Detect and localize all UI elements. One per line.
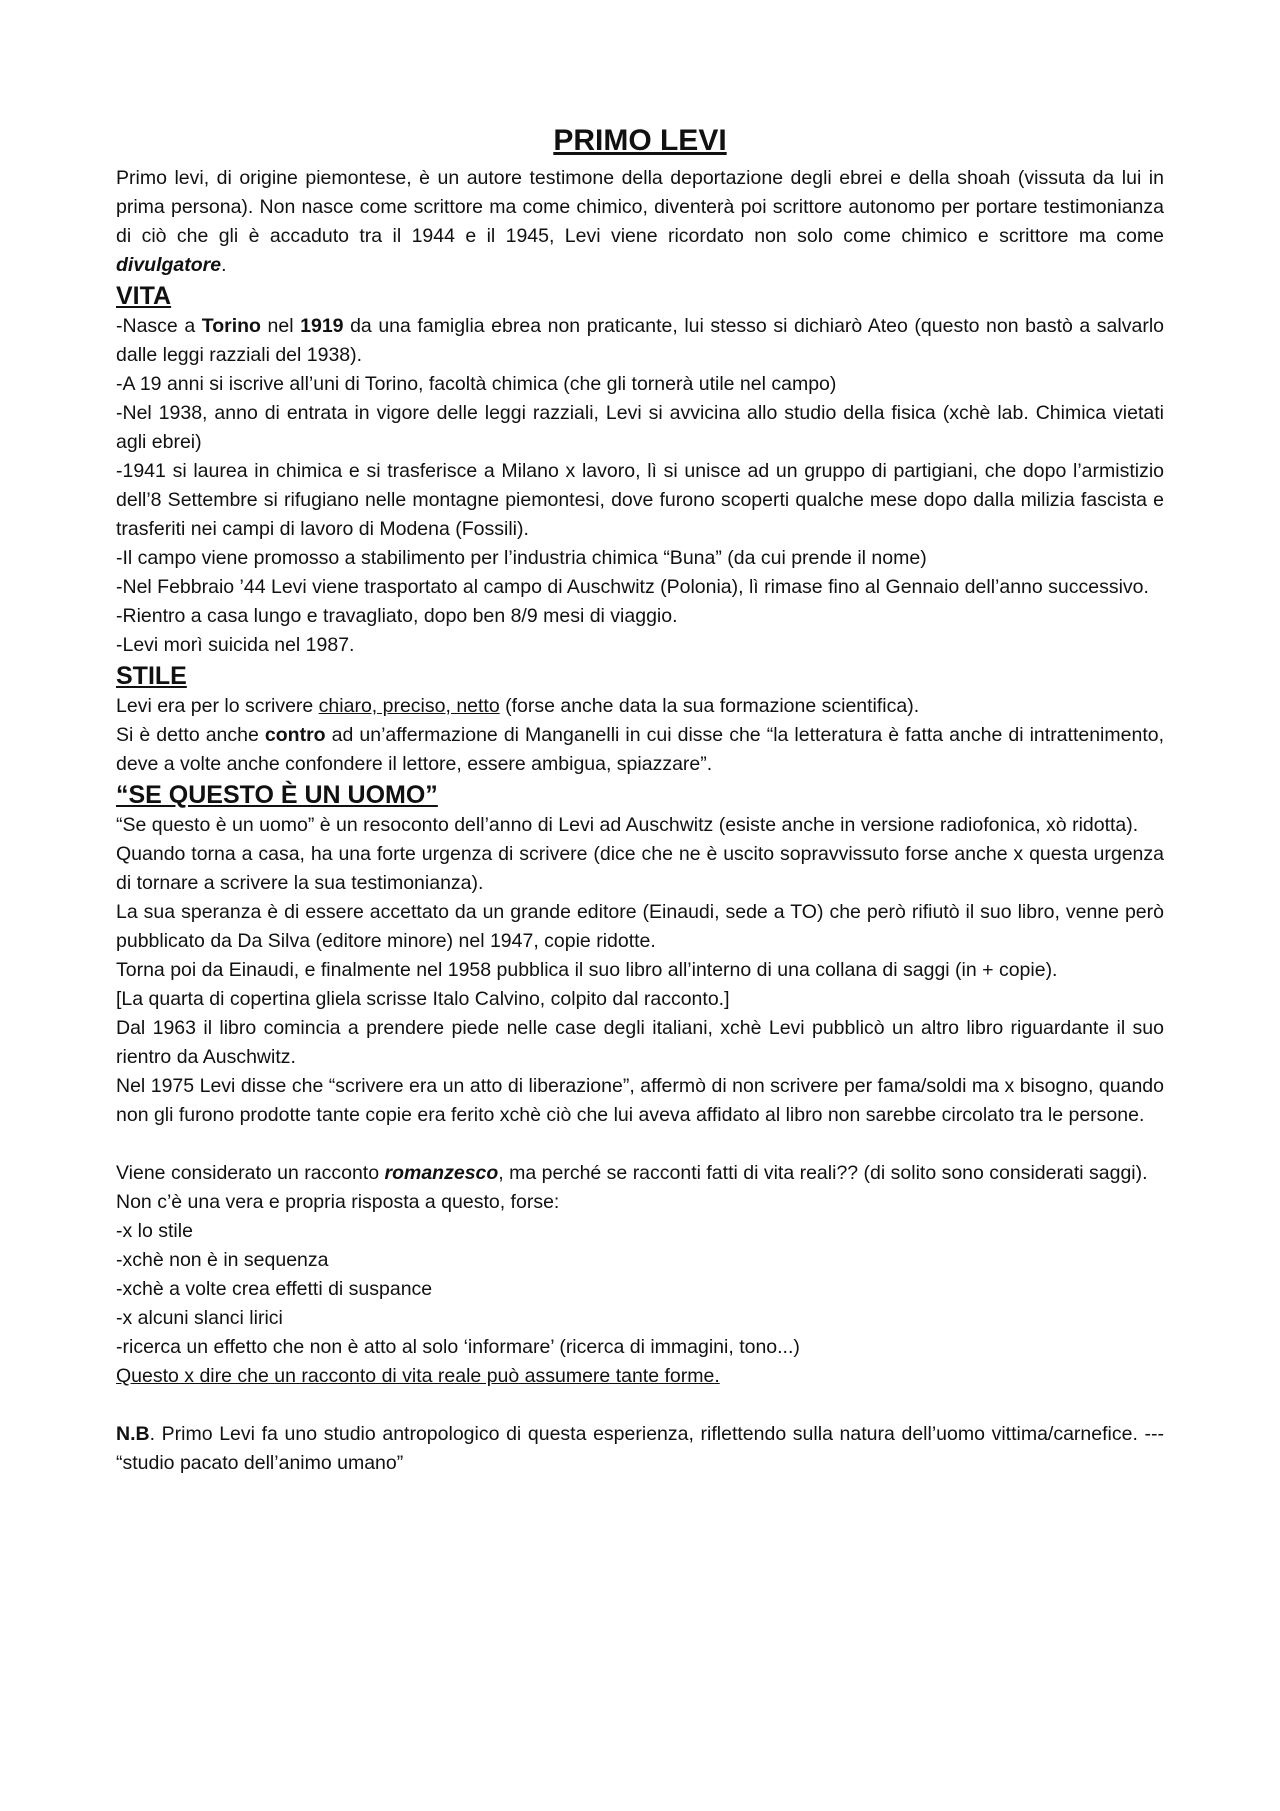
uomo-paragraph: Torna poi da Einaudi, e finalmente nel 1958 pubblica il suo libro all’interno di una collana di saggi (in + copie). <box>116 959 1058 981</box>
stile-paragraph <box>116 721 1164 779</box>
uomo-text: , ma perché se racconti fatti di vita reali?? (di solito sono considerati saggi). <box>498 1162 1148 1184</box>
uomo-text: Viene considerato un racconto <box>116 1162 385 1184</box>
vita-item: -Nel 1938, anno di entrata in vigore delle leggi razziali, Levi si avvicina allo studio della fisica (xchè lab. Chimica vietati agli ebrei) <box>116 402 1164 453</box>
vita-item: -Il campo viene promosso a stabilimento per l’industria chimica “Buna” (da cui prende il nome) <box>116 547 927 569</box>
reason-item: -x lo stile <box>116 1220 193 1242</box>
reason-item: -x alcuni slanci lirici <box>116 1307 283 1329</box>
paragraph-gap <box>116 1130 1164 1159</box>
stile-text: Si è detto anche <box>116 724 265 746</box>
vita-item: -A 19 anni si iscrive all’uni di Torino, facoltà chimica (che gli tornerà utile nel campo) <box>116 373 837 395</box>
uomo-paragraph: “Se questo è un uomo” è un resoconto dell’anno di Levi ad Auschwitz (esiste anche in versione radiofonica, xò ridotta). <box>116 814 1139 836</box>
paragraph-gap <box>116 1391 1164 1420</box>
stile-text: (forse anche data la sua formazione scientifica). <box>499 695 920 717</box>
intro-emphasis: divulgatore <box>116 254 222 276</box>
section-heading-stile: STILE <box>116 662 187 690</box>
uomo-paragraph <box>116 1159 1164 1188</box>
stile-bold: contro <box>264 724 326 746</box>
reason-item: -ricerca un effetto che non è atto al solo ‘informare’ (ricerca di immagini, tono...) <box>116 1336 800 1358</box>
uomo-paragraph: Non c’è una vera e propria risposta a questo, forse: <box>116 1191 560 1213</box>
uomo-paragraph: Nel 1975 Levi disse che “scrivere era un atto di liberazione”, affermò di non scrivere per fama/soldi ma x bisogno, quando non gli furono prodotte tante copie era ferito xchè ciò che lui aveva affidato al libro non sarebbe circolato tra le persone. <box>116 1075 1164 1126</box>
uomo-paragraph: La sua speranza è di essere accettato da un grande editore (Einaudi, sede a TO) che però rifiutò il suo libro, venne però pubblicato da Da Silva (editore minore) nel 1947, copie ridotte. <box>116 901 1164 952</box>
uomo-paragraph: Dal 1963 il libro comincia a prendere piede nelle case degli italiani, xchè Levi pubblicò un altro libro riguardante il suo rientro da Auschwitz. <box>116 1017 1164 1068</box>
page-title: PRIMO LEVI <box>553 124 727 157</box>
nb-label: N.B <box>116 1423 150 1445</box>
stile-text: Levi era per lo scrivere <box>116 695 319 717</box>
intro-paragraph <box>116 164 1164 280</box>
nb-text: . Primo Levi fa uno studio antropologico di questa esperienza, riflettendo sulla natura dell’uomo vittima/carnefice. --- “studio pacato dell’animo umano” <box>116 1423 1164 1474</box>
vita-item: -Levi morì suicida nel 1987. <box>116 634 355 656</box>
stile-paragraph <box>116 692 1164 721</box>
nb-paragraph <box>116 1420 1164 1478</box>
vita-item: -Nel Febbraio ’44 Levi viene trasportato al campo di Auschwitz (Polonia), lì rimase fino al Gennaio dell’anno successivo. <box>116 576 1149 598</box>
vita-item: -1941 si laurea in chimica e si trasferisce a Milano x lavoro, lì si unisce ad un gruppo di partigiani, che dopo l’armistizio dell’8 Settembre si rifugiano nelle montagne piemontesi, dove furono scoperti qualche mese dopo dalla milizia fascista e trasferiti nei campi di lavoro di Modena (Fossili). <box>116 460 1164 540</box>
section-heading-uomo: “SE QUESTO È UN UOMO” <box>116 781 438 809</box>
stile-text: ad un’affermazione di Manganelli in cui disse che “la letteratura è fatta anche di intrattenimento, deve a volte anche confondere il lettore, essere ambigua, spiazzare”. <box>116 724 1164 775</box>
section-heading-vita: VITA <box>116 282 172 310</box>
intro-text: Primo levi, di origine piemontese, è un autore testimone della deportazione degli ebrei e della shoah (vissuta da lui in prima persona). Non nasce come scrittore ma come chimico, diventerà poi scrittore autonomo per portare testimonianza di ciò che gli è accaduto tra il 1944 e il 1945, Levi viene ricordato non solo come chimico e scrittore ma come <box>116 167 1164 247</box>
uomo-paragraph: Quando torna a casa, ha una forte urgenza di scrivere (dice che ne è uscito sopravvissuto forse anche x questa urgenza di tornare a scrivere la sua testimonianza). <box>116 843 1164 894</box>
uomo-emphasis: romanzesco <box>384 1162 499 1184</box>
vita-year: 1919 <box>300 315 344 337</box>
uomo-paragraph: [La quarta di copertina gliela scrisse Italo Calvino, colpito dal racconto.] <box>116 988 730 1010</box>
vita-item: -Rientro a casa lungo e travagliato, dopo ben 8/9 mesi di viaggio. <box>116 605 678 627</box>
vita-text: da una famiglia ebrea non praticante, lui stesso si dichiarò Ateo (questo non bastò a salvarlo dalle leggi razziali del 1938). <box>116 315 1164 366</box>
reason-item: -xchè non è in sequenza <box>116 1249 329 1271</box>
vita-item <box>116 312 1164 370</box>
reason-item: -xchè a volte crea effetti di suspance <box>116 1278 433 1300</box>
stile-underlined: chiaro, preciso, netto <box>318 695 500 717</box>
vita-text: -Nasce a <box>116 315 202 337</box>
intro-end: . <box>221 254 227 276</box>
vita-torino: Torino <box>201 315 261 337</box>
conclusion-line: Questo x dire che un racconto di vita reale può assumere tante forme. <box>116 1365 720 1387</box>
vita-text: nel <box>260 315 301 337</box>
